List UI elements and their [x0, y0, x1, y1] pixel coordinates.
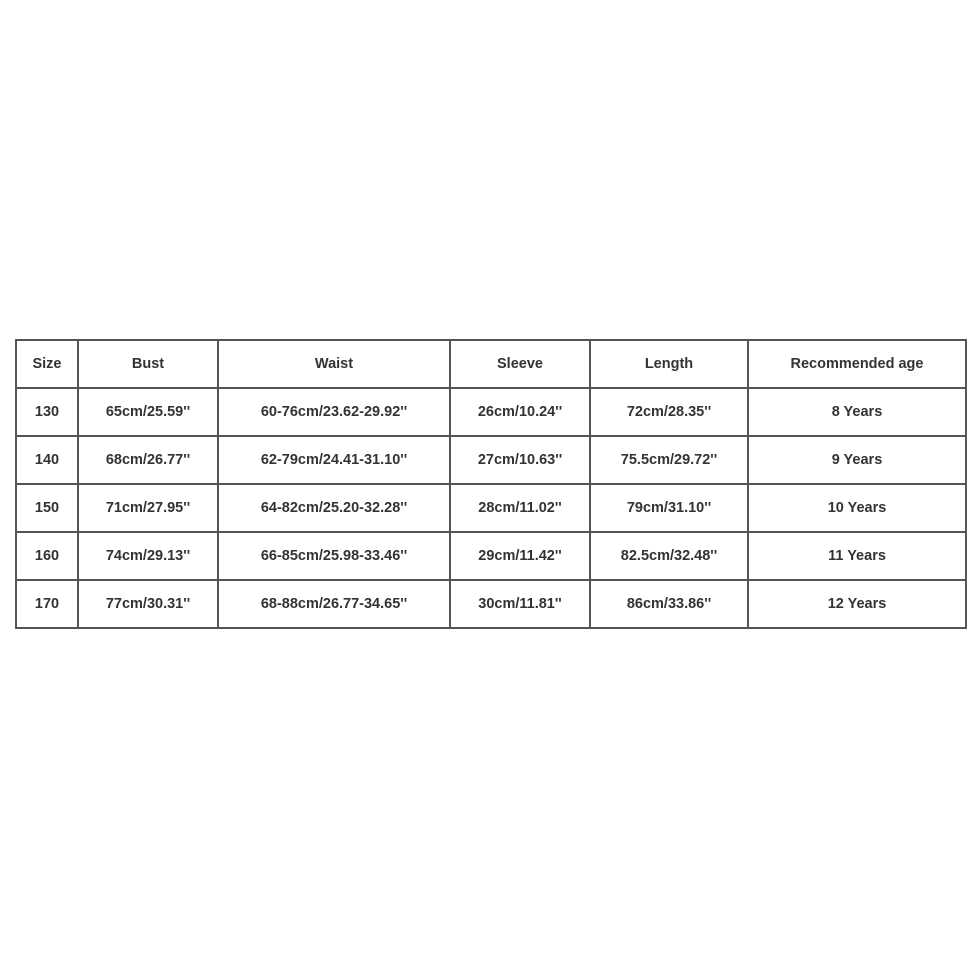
- cell-bust: 74cm/29.13'': [78, 532, 218, 580]
- header-recommended-age: Recommended age: [748, 340, 966, 388]
- cell-waist: 60-76cm/23.62-29.92'': [218, 388, 450, 436]
- cell-length: 86cm/33.86'': [590, 580, 748, 628]
- cell-recommended-age: 12 Years: [748, 580, 966, 628]
- cell-bust: 71cm/27.95'': [78, 484, 218, 532]
- cell-size: 170: [16, 580, 78, 628]
- header-waist: Waist: [218, 340, 450, 388]
- cell-bust: 68cm/26.77'': [78, 436, 218, 484]
- cell-bust: 65cm/25.59'': [78, 388, 218, 436]
- table-header-row: [16, 340, 966, 388]
- table-row: [16, 436, 966, 484]
- cell-recommended-age: 10 Years: [748, 484, 966, 532]
- table-row: [16, 484, 966, 532]
- header-sleeve: Sleeve: [450, 340, 590, 388]
- cell-waist: 68-88cm/26.77-34.65'': [218, 580, 450, 628]
- table-row: [16, 388, 966, 436]
- table-row: [16, 580, 966, 628]
- cell-length: 75.5cm/29.72'': [590, 436, 748, 484]
- cell-sleeve: 28cm/11.02'': [450, 484, 590, 532]
- cell-sleeve: 27cm/10.63'': [450, 436, 590, 484]
- cell-length: 82.5cm/32.48'': [590, 532, 748, 580]
- header-bust: Bust: [78, 340, 218, 388]
- cell-length: 72cm/28.35'': [590, 388, 748, 436]
- cell-recommended-age: 9 Years: [748, 436, 966, 484]
- cell-sleeve: 30cm/11.81'': [450, 580, 590, 628]
- size-chart-table: [15, 339, 967, 629]
- cell-recommended-age: 8 Years: [748, 388, 966, 436]
- cell-size: 160: [16, 532, 78, 580]
- cell-sleeve: 26cm/10.24'': [450, 388, 590, 436]
- cell-size: 130: [16, 388, 78, 436]
- cell-size: 150: [16, 484, 78, 532]
- header-length: Length: [590, 340, 748, 388]
- header-size: Size: [16, 340, 78, 388]
- cell-bust: 77cm/30.31'': [78, 580, 218, 628]
- cell-length: 79cm/31.10'': [590, 484, 748, 532]
- cell-waist: 62-79cm/24.41-31.10'': [218, 436, 450, 484]
- cell-sleeve: 29cm/11.42'': [450, 532, 590, 580]
- cell-waist: 64-82cm/25.20-32.28'': [218, 484, 450, 532]
- table-row: [16, 532, 966, 580]
- cell-size: 140: [16, 436, 78, 484]
- cell-recommended-age: 11 Years: [748, 532, 966, 580]
- cell-waist: 66-85cm/25.98-33.46'': [218, 532, 450, 580]
